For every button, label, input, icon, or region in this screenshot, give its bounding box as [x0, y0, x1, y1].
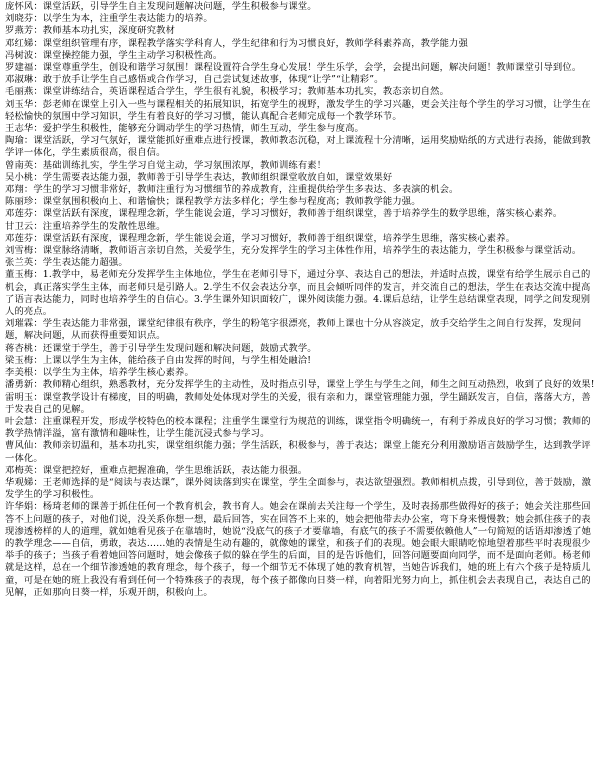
comment-entry: 邓淑琳：敢于放手让学生自己感悟或合作学习，自己尝试复述故事，体现“让学”“让精彩”。 [5, 74, 384, 86]
commenter-name: 潘勇新 [5, 379, 34, 391]
comment-entry: 邓莲芬：课堂活跃有深度，课程理念新，学生能说会道，学习习惯好，教师善于组织课堂，善于培养学生的数学思维，落实核心素养。 [5, 208, 563, 220]
comment-text: 课堂活跃有深度，课程理念新，学生能说会道，学习习惯好，教师善于组织课堂，善于培养学生的数学思维，落实核心素养。 [42, 208, 563, 220]
comment-entry: 王志华：爱护学生积极性，能够充分调动学生的学习热情，师生互动，学生参与度高。 [5, 123, 364, 135]
comment-text: 课堂氛围积极向上、和谐愉快；课程教学方法多样化；学生参与程度高；教师教学能力强。 [42, 196, 421, 208]
comment-text: 学生表达能力超强。 [42, 257, 128, 269]
commenter-name: 董玉梅 [5, 269, 34, 281]
comment-entry: 潘勇新：教师精心组织，熟悉教材，充分发挥学生的主动性，及时指点引导，课堂上学生与学生之间，师生之间互动热烈，收到了良好的效果! [5, 379, 595, 391]
commenter-name: 毛丽燕 [5, 86, 34, 98]
comment-text: 王老师选择的是“阅读与表达课”，课外阅读落到实在课堂，学生全面参与，表达欲望强烈。教师相机点拨，引导到位，善于鼓励，激发学生的学习积极性。 [5, 476, 592, 501]
commenter-name: 许华娟 [5, 501, 34, 513]
comment-entry: 陶瑜：课堂活跃，学习气氛好，课堂能抓好重难点进行授课，教师教态沉稳，对上课流程十分清晰，运用奖励贴纸的方式进行表扬，能做到教学评一体化，学生素质很高，很自信。 [5, 135, 591, 159]
comment-text: 课堂讲练结合，英语课程适合学生，学生很有礼貌，积极学习；教师基本功扎实，教态亲切自然。 [42, 86, 450, 98]
commenter-name: 邓莲芬 [5, 208, 34, 220]
comment-text: 基础训练扎实，学生学习自觉主动，学习氛围浓厚，教师训练有素！ [42, 159, 327, 171]
commenter-name: 陈丽珍 [5, 196, 34, 208]
commenter-name: 张兰英 [5, 257, 34, 269]
comment-text: 还课堂于学生，善于引导学生发现问题和解决问题，鼓励式教学。 [42, 342, 317, 354]
comment-text: 学生表达能力非常强，课堂纪律很有秩序，学生的粉笔字很漂亮，教师上课也十分从容淡定，放手交给学生之间自行发挥，发现问题，解决问题，从而获得重要知识点。 [5, 318, 582, 342]
comment-entry: 毛丽燕：课堂讲练结合，英语课程适合学生，学生很有礼貌，积极学习；教师基本功扎实，教态亲切自然。 [5, 86, 450, 98]
comment-text: 杨琦老师的课善于抓住任何一个教育机会，教书育人。她会在课前去关注每一个学生，及时表扬那些做得好的孩子；她会关注那些回答不上问题的孩子，对他们说，没关系你想一想，最后回答，实在回答不上来的，她会把他带去办公室，弯下身来慢慢教；她会抓住孩子的表现渗透榜样的人的道理，就如她看见孩子在靠墙时，她说“没底气的孩子才要靠墙，有底气的孩子不需要依赖他人”一句简短的话语却渗透了她的教学理念——自信，勇敢，表达……她的表情是生动有趣的，就像她的课堂，和孩子们的表现。她会眼大眼睛吃惊地望着那些平时表现很少举手的孩子；当孩子看着她回答问题时，她会像孩子似的躲在学生的后面，目的是告诉他们，回答问题要面向同学，而不是面向老师。杨老师就是这样，总在一个细节渗透她的教育理念，每个孩子，每一个细节无不体现了她的教育机智，当她告诉我们，她的班上有六个孩子是特质儿童，可是在她的班上我没有看到任何一个特殊孩子的表现，每个孩子都像向日葵一样，向着阳光努力向上，抓住机会去表现自己，表达自己的见解，正如那向日葵一样，乐观开朗，积极向上。 [5, 501, 592, 598]
comment-entry: 罗建福：课堂尊重学生，创设和谐学习氛围！课程设置符合学生身心发展！学生乐学，会学，会提出问题，解决问题！教师课堂引导到位。 [5, 62, 582, 74]
comment-entry: 邓翔：学生的学习习惯非常好，教师注重行为习惯细节的养成教育，注重提供给学生多表达、多表演的机会。 [5, 184, 459, 196]
comment-text: 教师精心组织，熟悉教材，充分发挥学生的主动性，及时指点引导，课堂上学生与学生之间，师生之间互动热烈，收到了良好的效果! [42, 379, 595, 391]
comment-text: 以学生为主体，培养学生核心素养。 [42, 367, 194, 379]
comment-entry: 邓梅英：课堂把控好，重难点把握准确，学生思维活跃，表达能力很强。 [5, 464, 308, 476]
comment-text: 上课以学生为主体，能给孩子自由发挥的时间，与学生相处融洽! [42, 354, 312, 366]
comment-text: 课堂脉络清晰，教师语言亲切自然，关爱学生，充分发挥学生的学习主体性作用，培养学生的表达能力，学生积极参与课堂活动。 [42, 245, 582, 257]
comment-entry: 张兰英：学生表达能力超强。 [5, 257, 128, 269]
commenter-name: 刘玉华 [5, 98, 34, 110]
comment-entry: 吴小桃：学生需要表达能力强，教师善于引导学生表达，教师组织课堂收放自如，课堂效果好 [5, 171, 393, 183]
comment-entry: 叶会慧：注重课程开发，形成学校特色的校本课程；注重学生课堂行为规范的训练，课堂指令明确统一，有利于养成良好的学习习惯；教师的教学热情洋溢，富有激情和趣味性，让学生能沉浸式参与学习。 [5, 415, 591, 440]
commenter-name: 邓莲芬 [5, 232, 34, 244]
commenter-name: 冯树波 [5, 49, 34, 61]
comment-text: 注重培养学生的发散性思维。 [42, 220, 166, 232]
comment-entry: 曾南英：基础训练扎实，学生学习自觉主动，学习氛围浓厚，教师训练有素！ [5, 159, 327, 171]
commenter-name: 曹风仙 [5, 440, 34, 452]
comment-entry: 梁玉梅：上课以学生为主体，能给孩子自由发挥的时间，与学生相处融洽! [5, 354, 312, 366]
commenter-name: 刘晓芬 [5, 13, 34, 25]
commenter-name: 华观娣 [5, 476, 34, 488]
comment-text: 以学生为本，注重学生表达能力的培养。 [42, 13, 213, 25]
comment-entry: 罗燕芳：教师基本功扎实，深度研究教材 [5, 25, 176, 37]
comment-text: 课堂活跃有深度，课程理念新，学生能说会道，学习习惯好，教师善于组织课堂，培养学生思维，落实核心素养。 [42, 232, 516, 244]
commenter-name: 罗燕芳 [5, 25, 34, 37]
comment-entry: 华观娣：王老师选择的是“阅读与表达课”，课外阅读落到实在课堂，学生全面参与，表达欲望强烈。教师相机点拨，引导到位，善于鼓励，激发学生的学习积极性。 [5, 476, 592, 501]
comment-text: 教师亲切温和，基本功扎实，课堂组织能力强；学生活跃，积极参与，善于表达；课堂上能充分利用激励语言鼓励学生，达到教学评一体化。 [5, 440, 591, 464]
commenter-name: 梁玉梅 [5, 354, 34, 366]
commenter-name: 庞怀风 [5, 1, 34, 12]
comment-entry: 李美根：以学生为主体，培养学生核心素养。 [5, 367, 194, 379]
commenter-name: 雷明玉 [5, 391, 34, 403]
comment-text: 课堂操控能力强，学生主动学习积极性高。 [42, 49, 223, 61]
comment-text: 课堂把控好，重难点把握准确，学生思维活跃，表达能力很强。 [42, 464, 308, 476]
comment-entry: 蒋杏桃：还课堂于学生，善于引导学生发现问题和解决问题，鼓励式教学。 [5, 342, 317, 354]
commenter-name: 刘雪梅 [5, 245, 34, 257]
commenter-name: 李美根 [5, 367, 34, 379]
commenter-name: 刘璀霖 [5, 318, 34, 330]
commenter-name: 陶瑜 [5, 135, 24, 147]
commenter-name: 罗建福 [5, 62, 34, 74]
commenter-name: 王志华 [5, 123, 34, 135]
comment-text: 注重课程开发，形成学校特色的校本课程；注重学生课堂行为规范的训练，课堂指令明确统一，有利于养成良好的学习习惯；教师的教学热情洋溢，富有激情和趣味性，让学生能沉浸式参与学习。 [5, 415, 591, 440]
comment-text: 课堂尊重学生，创设和谐学习氛围！课程设置符合学生身心发展！学生乐学，会学，会提出问题，解决问题！教师课堂引导到位。 [42, 62, 582, 74]
commenter-name: 邓梅英 [5, 464, 34, 476]
comment-entry: 刘璀霖：学生表达能力非常强，课堂纪律很有秩序，学生的粉笔字很漂亮，教师上课也十分从容淡定，放手交给学生之间自行发挥，发现问题，解决问题，从而获得重要知识点。 [5, 318, 582, 342]
commenter-name: 甘卫云 [5, 220, 34, 232]
comment-entry: 曹风仙：教师亲切温和，基本功扎实，课堂组织能力强；学生活跃，积极参与，善于表达；课堂上能充分利用激励语言鼓励学生，达到教学评一体化。 [5, 440, 591, 464]
comment-text: 敢于放手让学生自己感悟或合作学习，自己尝试复述故事，体现“让学”“让精彩”。 [42, 74, 384, 86]
comment-text: 课堂活跃，学习气氛好，课堂能抓好重难点进行授课，教师教态沉稳，对上课流程十分清晰，运用奖励贴纸的方式进行表扬，能做到教学评一体化，学生素质很高，很自信。 [5, 135, 591, 159]
commenter-name: 蒋杏桃 [5, 342, 34, 354]
comment-text: 课堂教学设计有梯度，目的明确，教师处处体现对学生的关爱，很有亲和力，课堂管理能力强，学生踊跃发言，自信，落落大方，善于发表自己的见解。 [5, 391, 591, 415]
comment-entry: 刘晓芬：以学生为本，注重学生表达能力的培养。 [5, 13, 213, 25]
comment-entry: 雷明玉：课堂教学设计有梯度，目的明确，教师处处体现对学生的关爱，很有亲和力，课堂管理能力强，学生踊跃发言，自信，落落大方，善于发表自己的见解。 [5, 391, 591, 415]
comment-entry: 许华娟：杨琦老师的课善于抓住任何一个教育机会，教书育人。她会在课前去关注每一个学生，及时表扬那些做得好的孩子；她会关注那些回答不上问题的孩子，对他们说，没关系你想一想，最后回答，实在回答不上来的，她会把他带去办公室，弯下身来慢慢教；她会抓住孩子的表现渗透榜样的人的道理，就如她看见孩子在靠墙时，她说“没底气的孩子才要靠墙，有底气的孩子不需要依赖他人”一句简短的话语却渗透了她的教学理念——自信，勇敢，表达……她的表情是生动有趣的，就像她的课堂，和孩子们的表现。她会眼大眼睛吃惊地望着那些平时表现很少举手的孩子；当孩子看着她回答问题时，她会像孩子似的躲在学生的后面，目的是告诉他们，回答问题要面向同学，而不是面向老师。杨老师就是这样，总在一个细节渗透她的教育理念，每个孩子，每一个细节无不体现了她的教育机智，当她告诉我们，她的班上有六个孩子是特质儿童，可是在她的班上我没有看到任何一个特殊孩子的表现，每个孩子都像向日葵一样，向着阳光努力向上，抓住机会去表现自己，表达自己的见解，正如那向日葵一样，乐观开朗，积极向上。 [5, 501, 592, 598]
comment-text: 学生的学习习惯非常好，教师注重行为习惯细节的养成教育，注重提供给学生多表达、多表演的机会。 [33, 184, 459, 196]
comment-text: 彭老师在课堂上引入一些与课程相关的拓展知识，拓宽学生的视野，激发学生的学习兴趣，更会关注每个学生的学习习惯，让学生在轻松愉快的氛围中学习知识，学生有着良好的学习习惯，能认真配合老师完成每一个教学环节。 [5, 98, 591, 122]
comment-text: 课堂活跃，引导学生自主发现问题解决问题，学生积极参与课堂。 [42, 1, 317, 12]
comment-text: 教师基本功扎实，深度研究教材 [42, 25, 176, 37]
comment-entry: 邓红娣：课堂组织管理有序，课程教学落实学科育人，学生纪律和行为习惯良好，教师学科素养高，教学能力强 [5, 37, 468, 49]
comment-entry: 刘雪梅：课堂脉络清晰，教师语言亲切自然，关爱学生，充分发挥学生的学习主体性作用，培养学生的表达能力，学生积极参与课堂活动。 [5, 245, 582, 257]
comment-text: 学生需要表达能力强，教师善于引导学生表达，教师组织课堂收放自如，课堂效果好 [42, 171, 393, 183]
comment-entry: 刘玉华：彭老师在课堂上引入一些与课程相关的拓展知识，拓宽学生的视野，激发学生的学习兴趣，更会关注每个学生的学习习惯，让学生在轻松愉快的氛围中学习知识，学生有着良好的学习习惯，能认真配合老师完成每一个教学环节。 [5, 98, 591, 122]
commenter-name: 邓红娣 [5, 37, 34, 49]
comment-text: 课堂组织管理有序，课程教学落实学科育人，学生纪律和行为习惯良好，教师学科素养高，教学能力强 [42, 37, 468, 49]
comment-list [5, 1, 597, 599]
comment-entry: 庞怀风：课堂活跃，引导学生自主发现问题解决问题，学生积极参与课堂。 [5, 1, 317, 12]
commenter-name: 叶会慧 [5, 415, 34, 427]
comment-entry: 冯树波：课堂操控能力强，学生主动学习积极性高。 [5, 49, 223, 61]
comment-text: 爱护学生积极性，能够充分调动学生的学习热情，师生互动，学生参与度高。 [42, 123, 364, 135]
commenter-name: 邓淑琳 [5, 74, 34, 86]
commenter-name: 曾南英 [5, 159, 34, 171]
comment-entry: 陈丽珍：课堂氛围积极向上、和谐愉快；课程教学方法多样化；学生参与程度高；教师教学能力强。 [5, 196, 421, 208]
comment-text: 1.教学中，易老师充分发挥学生主体地位，学生在老师引导下，通过分享、表达自己的想法，并适时点拨，课堂有给学生展示自己的机会，真正落实学生主体，而老师只是引路人。2.学生不仅会表达分享，而且会倾听同伴的发言，并交流自己的想法，学生在表达交流中提高了语言表达能力，同时也培养学生的自信心。3.学生课外知识面较广，课外阅读能力强。4.课后总结，让学生总结课堂表现，同学之间发现别人的亮点。 [5, 269, 591, 318]
comment-entry: 邓莲芬：课堂活跃有深度，课程理念新，学生能说会道，学习习惯好，教师善于组织课堂，培养学生思维，落实核心素养。 [5, 232, 516, 244]
comment-entry: 董玉梅：1.教学中，易老师充分发挥学生主体地位，学生在老师引导下，通过分享、表达自己的想法，并适时点拨，课堂有给学生展示自己的机会，真正落实学生主体，而老师只是引路人。2.学生不仅会表达分享，而且会倾听同伴的发言，并交流自己的想法，学生在表达交流中提高了语言表达能力，同时也培养学生的自信心。3.学生课外知识面较广，课外阅读能力强。4.课后总结，让学生总结课堂表现，同学之间发现别人的亮点。 [5, 269, 591, 318]
comment-entry: 甘卫云：注重培养学生的发散性思维。 [5, 220, 166, 232]
commenter-name: 邓翔 [5, 184, 24, 196]
commenter-name: 吴小桃 [5, 171, 34, 183]
